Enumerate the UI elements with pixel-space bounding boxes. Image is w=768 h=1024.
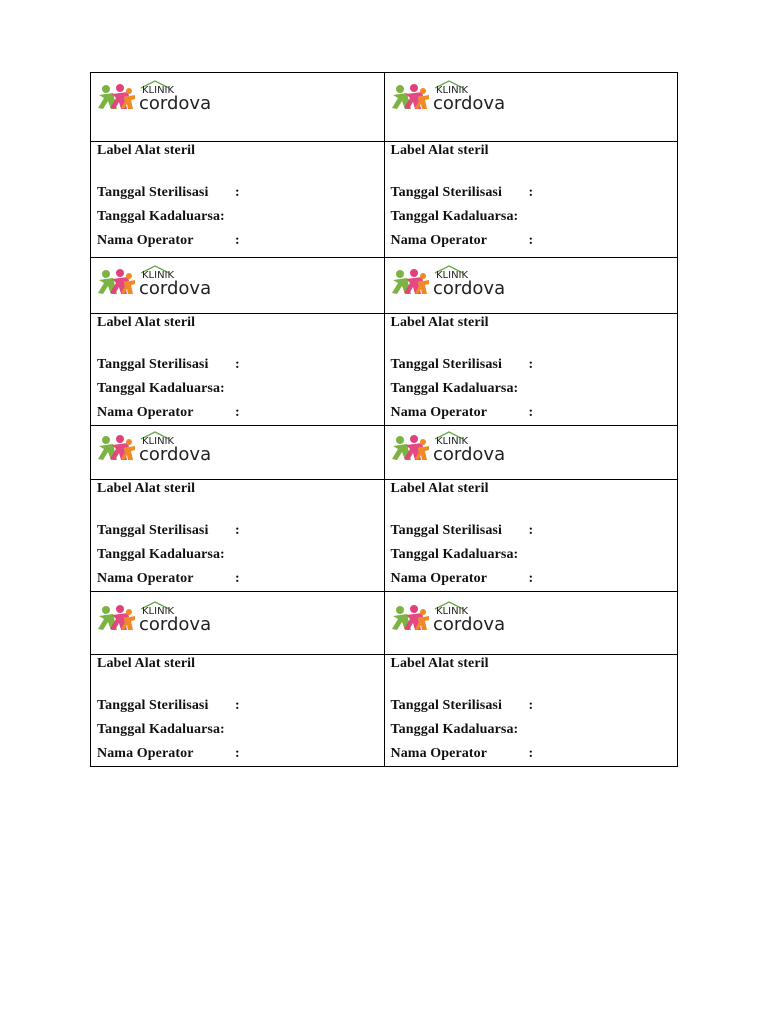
expiry-date-label: Tanggal Kadaluarsa: <box>390 547 519 562</box>
sterilization-date-row <box>97 519 378 543</box>
logo-klinik-text: KLINIK <box>142 606 175 617</box>
klinik-cordova-logo <box>391 430 531 464</box>
klinik-cordova-logo <box>97 79 237 113</box>
label-title: Label Alat steril <box>390 143 489 158</box>
sterilization-date-row <box>391 519 672 543</box>
label-header-cell <box>91 592 385 655</box>
label-title: Label Alat steril <box>390 656 489 671</box>
expiry-date-label: Tanggal Kadaluarsa: <box>97 381 225 396</box>
expiry-date-row <box>391 543 672 567</box>
label-info-cell <box>91 655 385 767</box>
sterilization-date-label: Tanggal Sterilisasi <box>390 185 502 200</box>
operator-name-label: Nama Operator <box>97 405 194 420</box>
sterilization-date-row <box>97 181 378 205</box>
label-info-cell <box>384 655 678 767</box>
people-figures-icon <box>98 84 135 109</box>
expiry-date-row <box>391 718 672 742</box>
operator-name-label: Nama Operator <box>97 571 194 586</box>
sterilization-date-row <box>391 181 672 205</box>
label-title: Label Alat steril <box>97 143 196 158</box>
info-row <box>91 142 678 258</box>
colon: : <box>235 571 240 586</box>
colon: : <box>528 405 534 420</box>
label-header-cell <box>384 73 678 142</box>
people-figures-icon <box>392 435 429 460</box>
label-info-cell <box>384 142 678 258</box>
label-title: Label Alat steril <box>390 481 489 496</box>
klinik-cordova-logo <box>391 600 531 634</box>
operator-name-label: Nama Operator <box>390 405 488 420</box>
label-title: Label Alat steril <box>390 315 489 330</box>
label-header-cell <box>91 258 385 314</box>
logo-row <box>91 258 678 314</box>
sterilization-date-label: Tanggal Sterilisasi <box>390 698 502 713</box>
operator-name-row <box>391 742 672 766</box>
sterilization-date-label: Tanggal Sterilisasi <box>390 523 502 538</box>
sterilization-date-row <box>391 694 672 718</box>
klinik-cordova-logo <box>391 79 531 113</box>
expiry-date-row <box>391 377 672 401</box>
colon: : <box>235 233 240 248</box>
klinik-cordova-logo <box>97 264 237 298</box>
people-figures-icon <box>392 605 429 630</box>
expiry-date-row <box>97 718 378 742</box>
label-title: Label Alat steril <box>97 315 196 330</box>
expiry-date-label: Tanggal Kadaluarsa: <box>390 209 519 224</box>
logo-klinik-text: KLINIK <box>142 436 175 447</box>
colon: : <box>528 523 534 538</box>
sterilization-date-label: Tanggal Sterilisasi <box>97 523 209 538</box>
logo-klinik-text: KLINIK <box>142 85 175 96</box>
operator-name-row <box>391 567 672 591</box>
people-figures-icon <box>98 435 135 460</box>
colon: : <box>235 523 240 538</box>
expiry-date-label: Tanggal Kadaluarsa: <box>97 547 225 562</box>
expiry-date-row <box>391 205 672 229</box>
logo-klinik-text: KLINIK <box>435 85 468 96</box>
expiry-date-row <box>97 543 378 567</box>
colon: : <box>528 571 534 586</box>
label-header-cell <box>91 73 385 142</box>
colon: : <box>235 746 240 761</box>
label-info-cell <box>384 314 678 426</box>
label-info-cell <box>91 480 385 592</box>
klinik-cordova-logo <box>391 264 531 298</box>
sterilization-date-row <box>97 353 378 377</box>
sterilization-date-row <box>97 694 378 718</box>
colon: : <box>528 746 534 761</box>
logo-klinik-text: KLINIK <box>435 606 468 617</box>
operator-name-row <box>97 567 378 591</box>
operator-name-row <box>97 742 378 766</box>
people-figures-icon <box>392 269 429 294</box>
operator-name-row <box>97 229 378 253</box>
label-header-cell <box>384 258 678 314</box>
operator-name-row <box>391 229 672 253</box>
sterilization-date-label: Tanggal Sterilisasi <box>97 357 209 372</box>
label-sheet <box>90 72 678 767</box>
klinik-cordova-logo <box>97 600 237 634</box>
logo-cordova-text: cordova <box>139 278 212 298</box>
logo-row <box>91 73 678 142</box>
colon: : <box>528 357 534 372</box>
info-row <box>91 314 678 426</box>
logo-row <box>91 592 678 655</box>
label-info-cell <box>91 314 385 426</box>
colon: : <box>235 405 240 420</box>
klinik-cordova-logo <box>97 430 237 464</box>
expiry-date-label: Tanggal Kadaluarsa: <box>390 381 519 396</box>
people-figures-icon <box>392 84 429 109</box>
info-row <box>91 655 678 767</box>
logo-cordova-text: cordova <box>432 278 505 298</box>
logo-cordova-text: cordova <box>139 444 212 464</box>
operator-name-row <box>97 401 378 425</box>
logo-cordova-text: cordova <box>432 93 505 113</box>
logo-cordova-text: cordova <box>432 614 505 634</box>
colon: : <box>235 185 240 200</box>
logo-klinik-text: KLINIK <box>435 270 468 281</box>
operator-name-row <box>391 401 672 425</box>
logo-cordova-text: cordova <box>432 444 505 464</box>
operator-name-label: Nama Operator <box>97 746 194 761</box>
expiry-date-row <box>97 377 378 401</box>
colon: : <box>528 698 534 713</box>
sterilization-date-row <box>391 353 672 377</box>
sterilization-date-label: Tanggal Sterilisasi <box>97 185 209 200</box>
logo-cordova-text: cordova <box>139 614 212 634</box>
label-header-cell <box>91 426 385 480</box>
people-figures-icon <box>98 269 135 294</box>
label-title: Label Alat steril <box>97 656 196 671</box>
logo-klinik-text: KLINIK <box>435 436 468 447</box>
logo-klinik-text: KLINIK <box>142 270 175 281</box>
logo-cordova-text: cordova <box>139 93 212 113</box>
colon: : <box>528 233 534 248</box>
expiry-date-label: Tanggal Kadaluarsa: <box>97 722 225 737</box>
sterilization-date-label: Tanggal Sterilisasi <box>390 357 502 372</box>
label-header-cell <box>384 426 678 480</box>
operator-name-label: Nama Operator <box>97 233 194 248</box>
operator-name-label: Nama Operator <box>390 233 488 248</box>
expiry-date-row <box>97 205 378 229</box>
colon: : <box>235 698 240 713</box>
label-title: Label Alat steril <box>97 481 196 496</box>
logo-row <box>91 426 678 480</box>
sterilization-date-label: Tanggal Sterilisasi <box>97 698 209 713</box>
label-info-cell <box>91 142 385 258</box>
info-row <box>91 480 678 592</box>
colon: : <box>235 357 240 372</box>
label-info-cell <box>384 480 678 592</box>
colon: : <box>528 185 534 200</box>
people-figures-icon <box>98 605 135 630</box>
operator-name-label: Nama Operator <box>390 571 488 586</box>
operator-name-label: Nama Operator <box>390 746 488 761</box>
expiry-date-label: Tanggal Kadaluarsa: <box>390 722 519 737</box>
expiry-date-label: Tanggal Kadaluarsa: <box>97 209 225 224</box>
label-header-cell <box>384 592 678 655</box>
